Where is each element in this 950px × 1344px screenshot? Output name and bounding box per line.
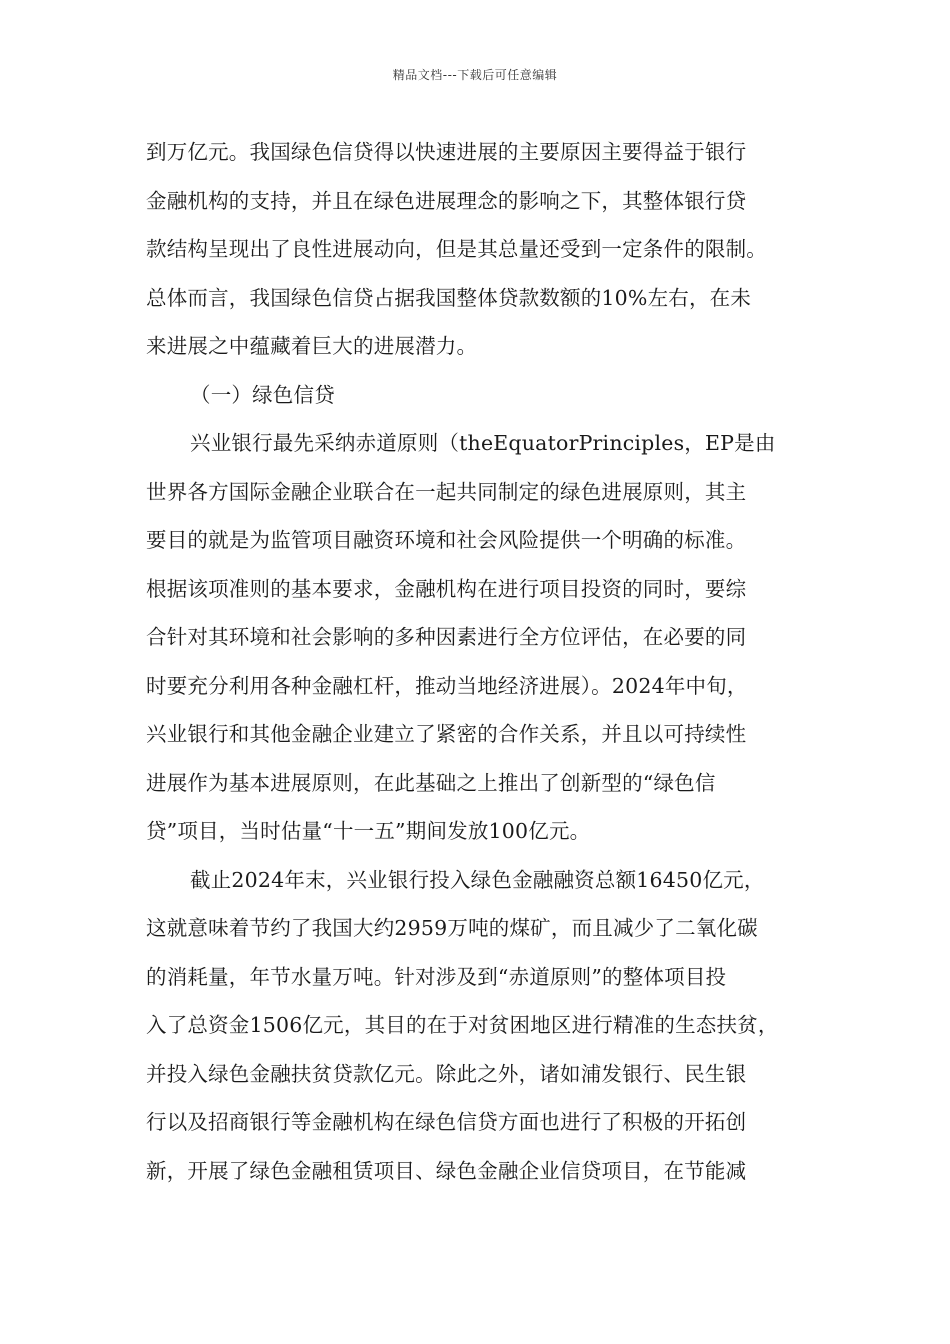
text-line: 行以及招商银行等金融机构在绿色信贷方面也进行了积极的开拓创 [146,1110,747,1134]
document-body [146,128,810,1195]
text-line: 来进展之中蕴藏着巨大的进展潜力。 [146,334,478,358]
text-line: 根据该项准则的基本要求，金融机构在进行项目投资的同时，要综 [146,576,747,601]
text-line: 要目的就是为监管项目融资环境和社会风险提供一个明确的标准。 [146,528,747,552]
text-line: 合针对其环境和社会影响的多种因素进行全方位评估，在必要的同 [146,625,747,649]
text-line: 进展作为基本进展原则，在此基础之上推出了创新型的“绿色信 [146,770,716,795]
text-line: 世界各方国际金融企业联合在一起共同制定的绿色进展原则，其主 [146,479,747,504]
paragraph-green-credit-overview [146,128,810,371]
text-line: 兴业银行和其他金融企业建立了紧密的合作关系，并且以可持续性 [146,722,747,746]
text-line: 金融机构的支持，并且在绿色进展理念的影响之下，其整体银行贷 [146,188,747,213]
page-header: 精品文档---下载后可任意编辑 [392,68,558,82]
section-heading [146,371,810,420]
text-line: 截止2024年末，兴业银行投入绿色金融融资总额16450亿元， [190,867,765,892]
text-line: 这就意味着节约了我国大约2959万吨的煤矿，而且减少了二氧化碳 [146,916,758,940]
text-line: 的消耗量，年节水量万吨。针对涉及到“赤道原则”的整体项目投 [146,964,727,989]
text-line: 总体而言，我国绿色信贷占据我国整体贷款数额的10%左右，在未 [146,285,752,310]
text-line: 兴业银行最先采纳赤道原则（theEquatorPrinciples，EP是由 [190,431,776,455]
section-heading-text: （一）绿色信贷 [190,382,335,407]
paragraph-green-finance-results [146,856,810,1196]
text-line: 并投入绿色金融扶贫贷款亿元。除此之外，诸如浦发银行、民生银 [146,1061,747,1086]
text-line: 时要充分利用各种金融杠杆，推动当地经济进展）。2024年中旬， [146,673,748,698]
text-line: 到万亿元。我国绿色信贷得以快速进展的主要原因主要得益于银行 [146,140,747,164]
text-line: 入了总资金1506亿元，其目的在于对贫困地区进行精准的生态扶贫， [146,1013,779,1037]
text-line: 款结构呈现出了良性进展动向，但是其总量还受到一定条件的限制。 [146,237,767,261]
paragraph-industrial-bank-ep [146,419,810,856]
text-line: 贷”项目，当时估量“十一五”期间发放100亿元。 [146,819,591,843]
text-line: 新，开展了绿色金融租赁项目、绿色金融企业信贷项目，在节能减 [146,1158,747,1183]
